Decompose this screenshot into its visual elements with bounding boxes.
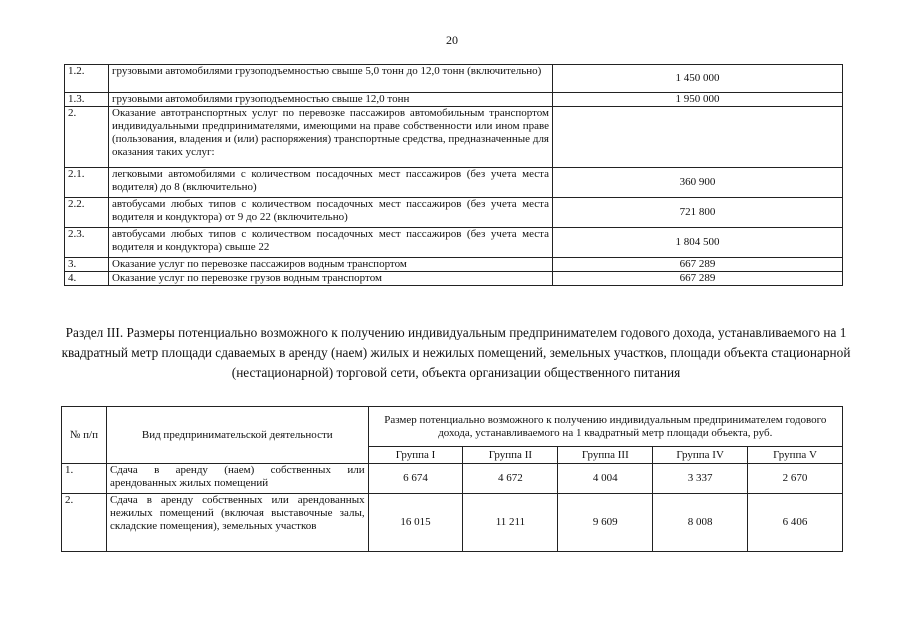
table-row [65,198,843,228]
row-number: 1. [62,464,107,494]
table-row [62,494,843,552]
header-group: Группа II [463,447,558,464]
row-value: 11 211 [463,494,558,552]
row-number: 2. [62,494,107,552]
row-description: Оказание услуг по перевозке пассажиров водным транспортом [109,258,553,272]
table-row [65,93,843,107]
row-value: 6 406 [748,494,843,552]
row-value: 2 670 [748,464,843,494]
header-size: Размер потенциально возможного к получению индивидуальным предпринимателем годового дохода, устанавливаемого на 1 квадратный метр площади объекта, руб. [368,407,842,447]
header-row [62,407,843,447]
row-number: 2. [65,107,109,168]
header-group: Группа IV [653,447,748,464]
row-description: грузовыми автомобилями грузоподъемностью свыше 5,0 тонн до 12,0 тонн (включительно) [109,65,553,93]
page-number: 20 [446,33,458,47]
table-row [65,65,843,93]
row-value: 9 609 [558,494,653,552]
row-number: 1.2. [65,65,109,93]
header-activity: Вид предпринимательской деятельности [106,407,368,464]
row-number: 3. [65,258,109,272]
row-description: автобусами любых типов с количеством посадочных мест пассажиров (без учета места водителя и кондуктора) свыше 22 [109,228,553,258]
row-value [553,107,843,168]
header-group: Группа III [558,447,653,464]
row-description: легковыми автомобилями с количеством посадочных мест пассажиров (без учета места водителя) до 8 (включительно) [109,168,553,198]
row-description: Сдача в аренду (наем) собственных или арендованных жилых помещений [106,464,368,494]
row-value: 721 800 [553,198,843,228]
row-value: 1 950 000 [553,93,843,107]
section-title: Раздел III. Размеры потенциально возможного к получению индивидуальным предпринимателем годового дохода, устанавливаемого на 1 квадратный метр площади сдаваемых в аренду (наем) жилых и нежилых помещений, земельных участков, площади объекта стационарной (нестационарной) торговой сети, объекта организации общественного питания [61,325,851,380]
row-value: 3 337 [653,464,748,494]
header-number: № п/п [62,407,107,464]
table-row [65,107,843,168]
income-table-rent [61,406,843,552]
row-value: 667 289 [553,258,843,272]
row-value: 1 450 000 [553,65,843,93]
row-value: 16 015 [368,494,463,552]
row-description: Оказание услуг по перевозке грузов водным транспортом [109,272,553,286]
row-value: 1 804 500 [553,228,843,258]
row-value: 667 289 [553,272,843,286]
row-description: автобусами любых типов с количеством посадочных мест пассажиров (без учета места водителя и кондуктора) от 9 до 22 (включительно) [109,198,553,228]
row-description: Оказание автотранспортных услуг по перевозке пассажиров автомобильным транспортом индивидуальными предпринимателями, имеющими на праве собственности или ином праве (пользования, владения и (или) распоряжения) транспортные средства, предназначенные для оказания таких услуг: [109,107,553,168]
row-description: Сдача в аренду собственных или арендованных нежилых помещений (включая выставочные залы, складские помещения), земельных участков [106,494,368,552]
row-value: 6 674 [368,464,463,494]
row-number: 4. [65,272,109,286]
row-value: 360 900 [553,168,843,198]
row-value: 8 008 [653,494,748,552]
row-number: 2.3. [65,228,109,258]
row-value: 4 004 [558,464,653,494]
table-row [65,228,843,258]
row-number: 2.2. [65,198,109,228]
table-row [65,168,843,198]
row-description: грузовыми автомобилями грузоподъемностью свыше 12,0 тонн [109,93,553,107]
table-row [65,258,843,272]
income-table-transport [64,64,843,286]
header-group: Группа I [368,447,463,464]
row-number: 1.3. [65,93,109,107]
row-number: 2.1. [65,168,109,198]
table-row [62,464,843,494]
table-row [65,272,843,286]
row-value: 4 672 [463,464,558,494]
header-group: Группа V [748,447,843,464]
